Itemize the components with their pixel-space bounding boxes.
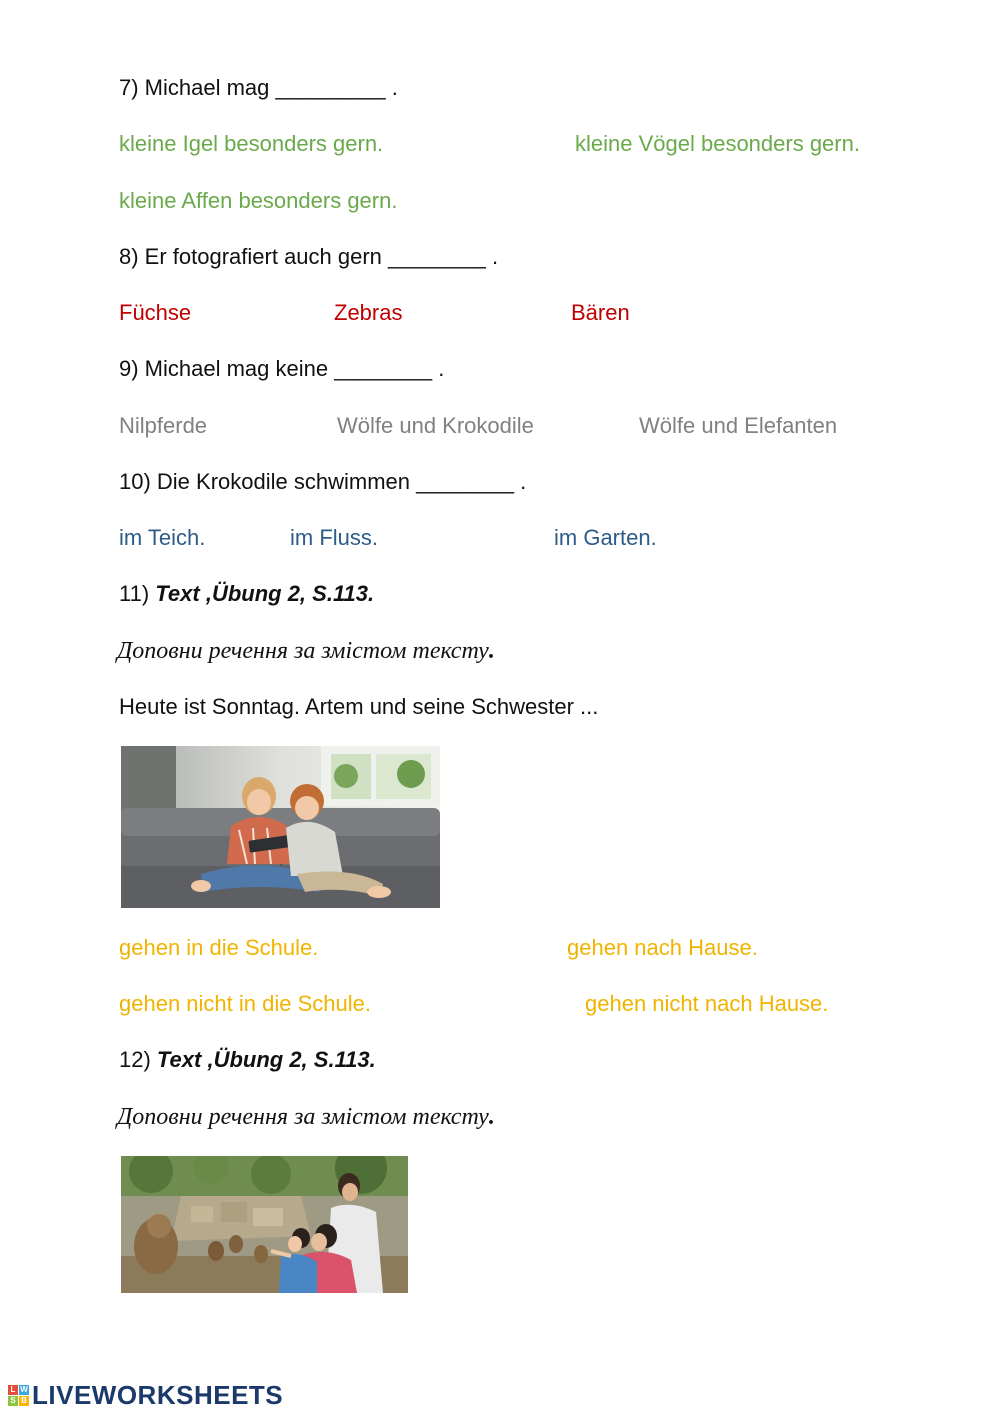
question-11-reference: Text ,Übung 2, S.113. <box>155 581 375 606</box>
q7-option-2[interactable]: kleine Vögel besonders gern. <box>575 131 860 156</box>
children-sofa-illustration <box>121 746 440 908</box>
liveworksheets-logo[interactable] <box>8 1380 283 1410</box>
liveworksheets-badge-icon: L W S B <box>8 1385 29 1406</box>
q11-instruction-text: Доповни речення за змістом тексту <box>117 638 489 664</box>
q11-option-4[interactable]: gehen nicht nach Hause. <box>585 991 829 1016</box>
q9-option-3[interactable]: Wölfe und Elefanten <box>639 413 838 438</box>
question-11-sentence: Heute ist Sonntag. Artem und seine Schwester ... <box>119 694 599 719</box>
q10-option-1[interactable]: im Teich. <box>119 525 206 550</box>
q12-instruction-text: Доповни речення за змістом тексту <box>117 1104 489 1130</box>
q8-option-2[interactable]: Zebras <box>334 300 403 325</box>
zoo-family-photo <box>121 1156 408 1293</box>
children-sofa-photo <box>121 746 440 908</box>
question-12-number: 12) <box>119 1047 151 1072</box>
question-10: 10) Die Krokodile schwimmen ________ . <box>119 469 527 494</box>
question-11-number: 11) <box>119 581 150 606</box>
q11-option-1[interactable]: gehen in die Schule. <box>119 935 319 960</box>
question-11-instruction <box>117 637 495 665</box>
q10-option-2[interactable]: im Fluss. <box>290 525 378 550</box>
question-11-heading <box>119 580 374 608</box>
q11-instruction-end: . <box>488 638 495 664</box>
q10-option-3[interactable]: im Garten. <box>554 525 657 550</box>
question-9: 9) Michael mag keine ________ . <box>119 356 445 381</box>
q8-option-3[interactable]: Bären <box>571 300 630 325</box>
question-8: 8) Er fotografiert auch gern ________ . <box>119 244 499 269</box>
question-7: 7) Michael mag _________ . <box>119 75 398 100</box>
zoo-family-illustration <box>121 1156 408 1293</box>
q7-option-3[interactable]: kleine Affen besonders gern. <box>119 188 398 213</box>
question-12-instruction <box>117 1103 495 1131</box>
q9-option-1[interactable]: Nilpferde <box>119 413 208 438</box>
q11-option-2[interactable]: gehen nach Hause. <box>567 935 758 960</box>
q7-option-1[interactable]: kleine Igel besonders gern. <box>119 131 384 156</box>
question-12-reference: Text ,Übung 2, S.113. <box>156 1047 376 1072</box>
q12-instruction-end: . <box>488 1104 495 1130</box>
question-12-heading <box>119 1046 376 1074</box>
liveworksheets-logo-text: LIVEWORKSHEETS <box>32 1379 284 1410</box>
q8-option-1[interactable]: Füchse <box>119 300 192 325</box>
q11-option-3[interactable]: gehen nicht in die Schule. <box>119 991 371 1016</box>
q9-option-2[interactable]: Wölfe und Krokodile <box>337 413 534 438</box>
